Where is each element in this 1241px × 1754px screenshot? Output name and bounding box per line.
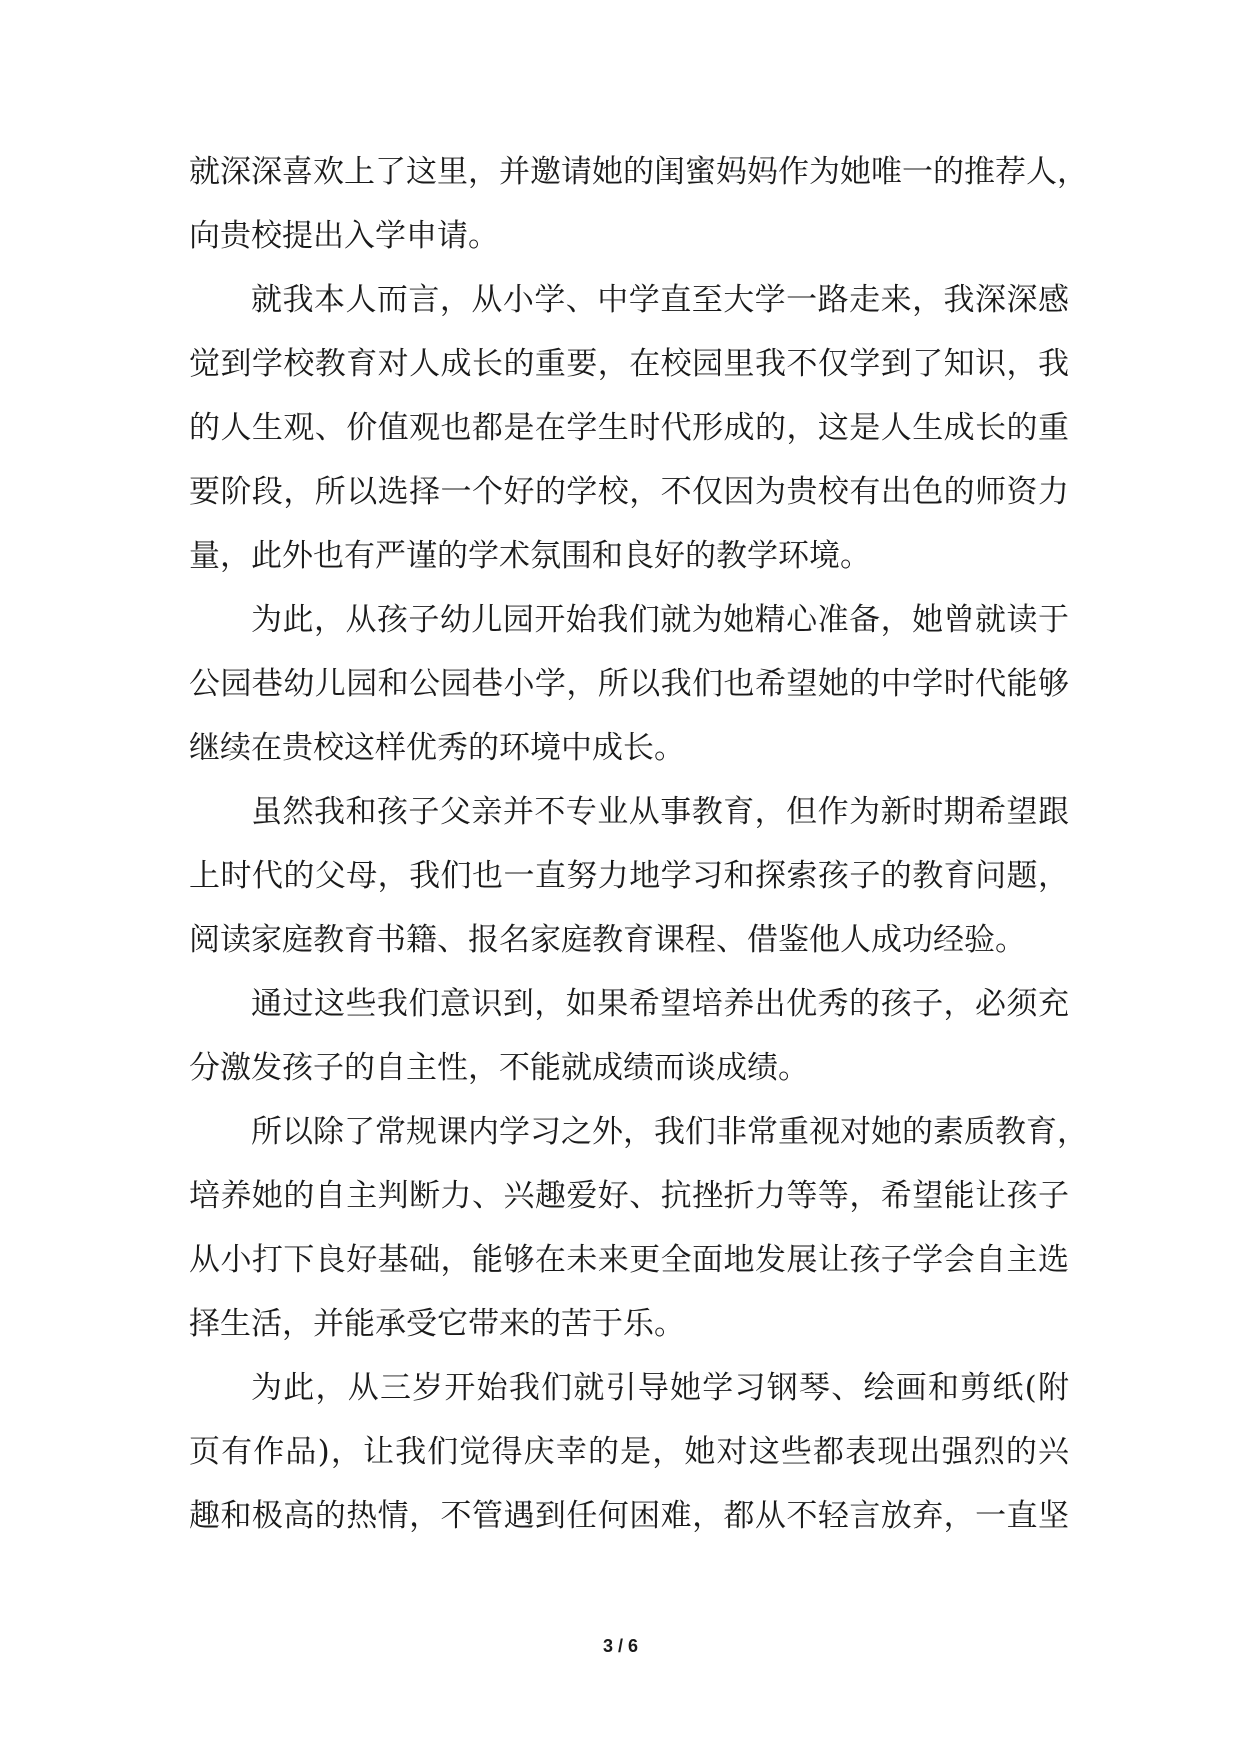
text-line: 要阶段，所以选择一个好的学校，不仅因为贵校有出色的师资力: [189, 474, 1069, 510]
text-line: 觉到学校教育对人成长的重要，在校园里我不仅学到了知识，我: [189, 346, 1069, 382]
text-line: 页有作品)，让我们觉得庆幸的是，她对这些都表现出强烈的兴: [189, 1434, 1069, 1470]
paragraph: [189, 140, 1088, 268]
page-number: 3 / 6: [602, 1636, 639, 1656]
paragraph: [189, 972, 1069, 1100]
paragraph: [189, 780, 1069, 972]
text-line: 培养她的自主判断力、兴趣爱好、抗挫折力等等，希望能让孩子: [189, 1178, 1069, 1214]
text-line: 通过这些我们意识到，如果希望培养出优秀的孩子，必须充: [251, 986, 1069, 1022]
paragraph: [189, 268, 1069, 588]
paragraph: [189, 588, 1069, 780]
paragraph: [189, 1100, 1088, 1356]
text-line: 分激发孩子的自主性，不能就成绩而谈成绩。: [189, 1050, 809, 1086]
text-line: 从小打下良好基础，能够在未来更全面地发展让孩子学会自主选: [189, 1242, 1069, 1278]
text-line: 向贵校提出入学申请。: [189, 218, 499, 254]
text-line: 趣和极高的热情，不管遇到任何困难，都从不轻言放弃，一直坚: [189, 1498, 1069, 1534]
text-line: 继续在贵校这样优秀的环境中成长。: [189, 730, 685, 766]
text-line: 阅读家庭教育书籍、报名家庭教育课程、借鉴他人成功经验。: [189, 922, 1026, 958]
text-line: 就深深喜欢上了这里，并邀请她的闺蜜妈妈作为她唯一的推荐人，: [189, 154, 1088, 190]
text-line: 量，此外也有严谨的学术氛围和良好的教学环境。: [189, 538, 871, 574]
text-line: 就我本人而言，从小学、中学直至大学一路走来，我深深感: [251, 282, 1069, 318]
text-line: 的人生观、价值观也都是在学生时代形成的，这是人生成长的重: [189, 410, 1069, 446]
text-line: 公园巷幼儿园和公园巷小学，所以我们也希望她的中学时代能够: [189, 666, 1069, 702]
text-line: 为此，从孩子幼儿园开始我们就为她精心准备，她曾就读于: [251, 602, 1069, 638]
text-line: 所以除了常规课内学习之外，我们非常重视对她的素质教育，: [251, 1114, 1088, 1150]
document-body: [189, 140, 1088, 1548]
text-line: 为此，从三岁开始我们就引导她学习钢琴、绘画和剪纸(附: [251, 1370, 1069, 1406]
text-line: 上时代的父母，我们也一直努力地学习和探索孩子的教育问题，: [189, 858, 1069, 894]
text-line: 择生活，并能承受它带来的苦于乐。: [189, 1306, 685, 1342]
text-line: 虽然我和孩子父亲并不专业从事教育，但作为新时期希望跟: [251, 794, 1069, 830]
paragraph: [189, 1356, 1069, 1548]
